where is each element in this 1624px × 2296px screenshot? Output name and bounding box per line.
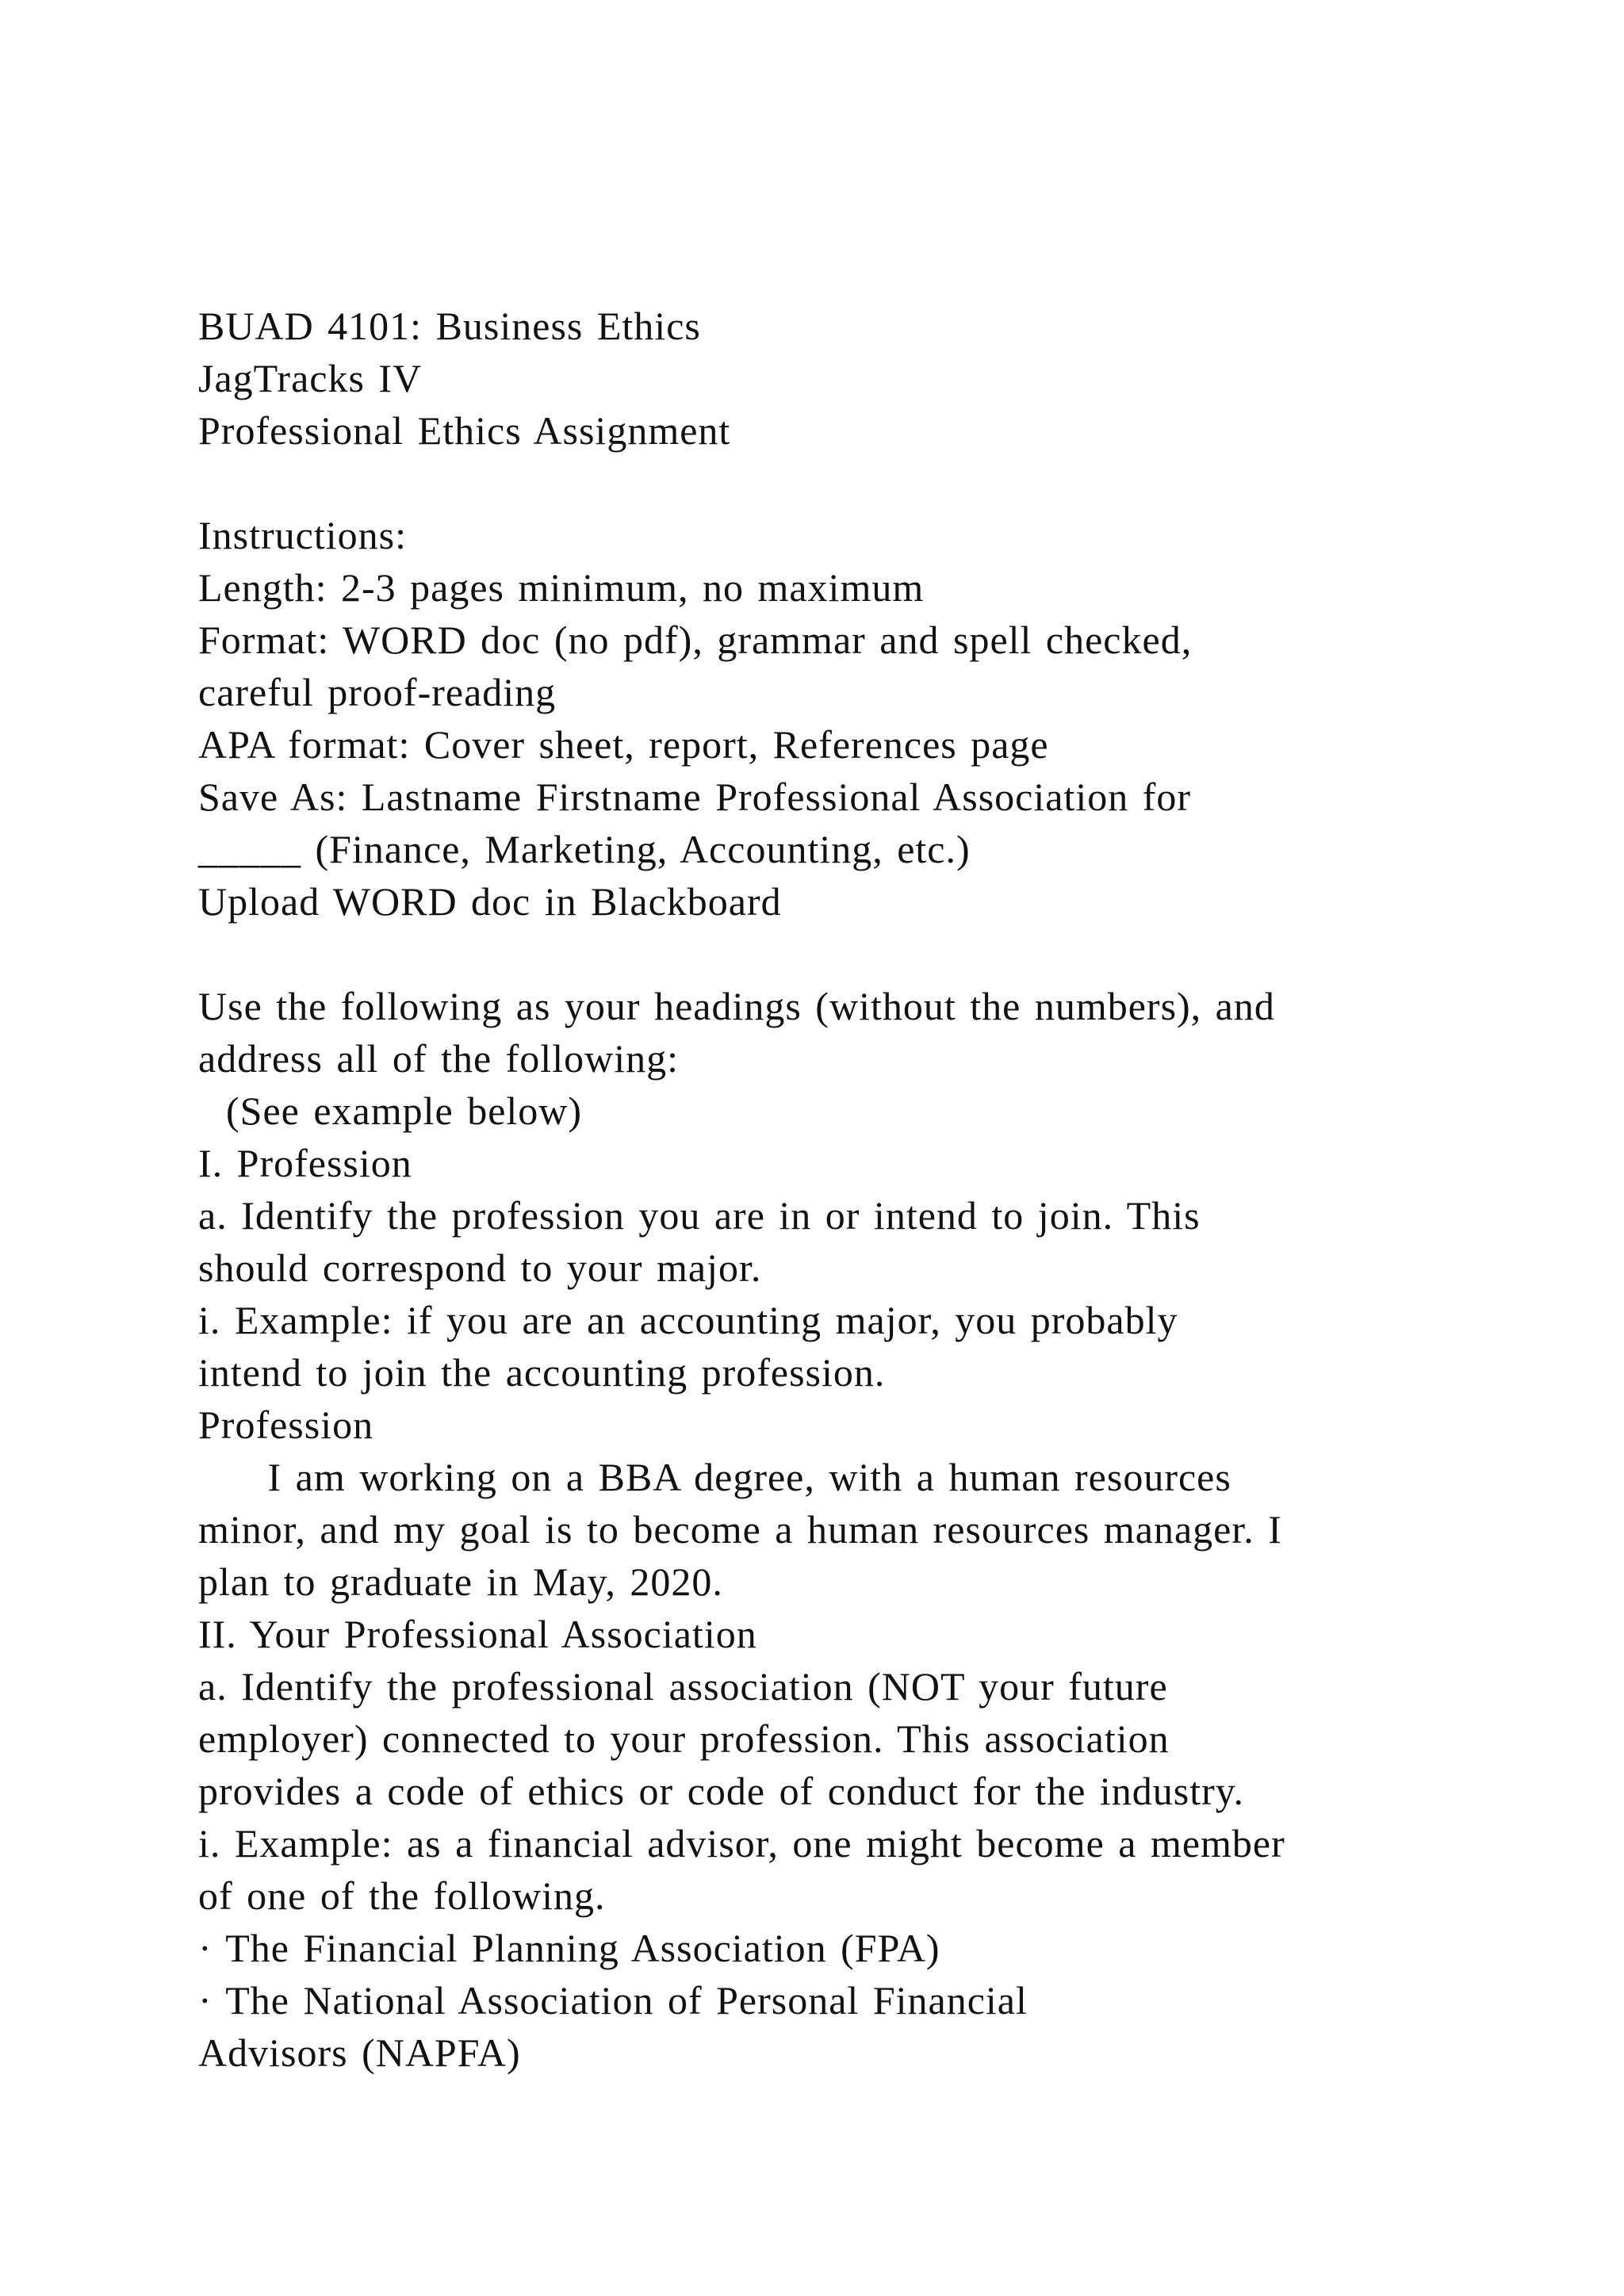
see-example-note: (See example below) xyxy=(198,1089,583,1133)
assignment-name: Professional Ethics Assignment xyxy=(198,408,731,453)
instructions-length: Length: 2-3 pages minimum, no maximum xyxy=(198,565,925,610)
example-paragraph-cont: minor, and my goal is to become a human resources manager. I xyxy=(198,1507,1282,1552)
section-heading-association: II. Your Professional Association xyxy=(198,1612,757,1656)
section2-item-i: i. Example: as a financial advisor, one might become a member xyxy=(198,1821,1285,1866)
document-body xyxy=(198,300,1435,2079)
spacer xyxy=(198,928,1435,980)
section2-item-i-cont: of one of the following. xyxy=(198,1873,606,1918)
section1-item-i: i. Example: if you are an accounting major, you probably xyxy=(198,1298,1178,1342)
bullet-item-napfa-cont: Advisors (NAPFA) xyxy=(198,2030,521,2075)
headings-intro-cont: address all of the following: xyxy=(198,1036,679,1081)
section1-item-i-cont: intend to join the accounting profession. xyxy=(198,1350,886,1395)
instructions-save-as: Save As: Lastname Firstname Professional Association for xyxy=(198,775,1192,819)
section-heading-profession: I. Profession xyxy=(198,1141,412,1185)
course-title: BUAD 4101: Business Ethics xyxy=(198,304,701,348)
section1-item-a: a. Identify the profession you are in or intend to join. This xyxy=(198,1193,1201,1238)
course-module: JagTracks IV xyxy=(198,356,423,400)
instructions-heading: Instructions: xyxy=(198,513,407,557)
section2-item-a: a. Identify the professional association (NOT your future xyxy=(198,1664,1168,1709)
instructions-format: Format: WORD doc (no pdf), grammar and spell checked, xyxy=(198,618,1193,662)
section2-item-a-end: provides a code of ethics or code of conduct for the industry. xyxy=(198,1769,1245,1813)
instructions-format-cont: careful proof-reading xyxy=(198,670,557,714)
example-heading-profession: Profession xyxy=(198,1402,374,1447)
example-paragraph-end: plan to graduate in May, 2020. xyxy=(198,1559,723,1604)
instructions-save-as-cont: _____ (Finance, Marketing, Accounting, etc.) xyxy=(198,827,971,871)
instructions-upload: Upload WORD doc in Blackboard xyxy=(198,879,782,924)
bullet-item-fpa: · The Financial Planning Association (FPA) xyxy=(198,1926,940,1970)
section2-item-a-cont: employer) connected to your profession. This association xyxy=(198,1716,1170,1761)
headings-intro: Use the following as your headings (without the numbers), and xyxy=(198,984,1275,1028)
bullet-item-napfa: · The National Association of Personal Financial xyxy=(198,1978,1028,2022)
instructions-apa: APA format: Cover sheet, report, References page xyxy=(198,722,1049,767)
section1-item-a-cont: should correspond to your major. xyxy=(198,1246,762,1290)
example-paragraph: I am working on a BBA degree, with a human resources xyxy=(198,1455,1231,1499)
spacer xyxy=(198,457,1435,509)
